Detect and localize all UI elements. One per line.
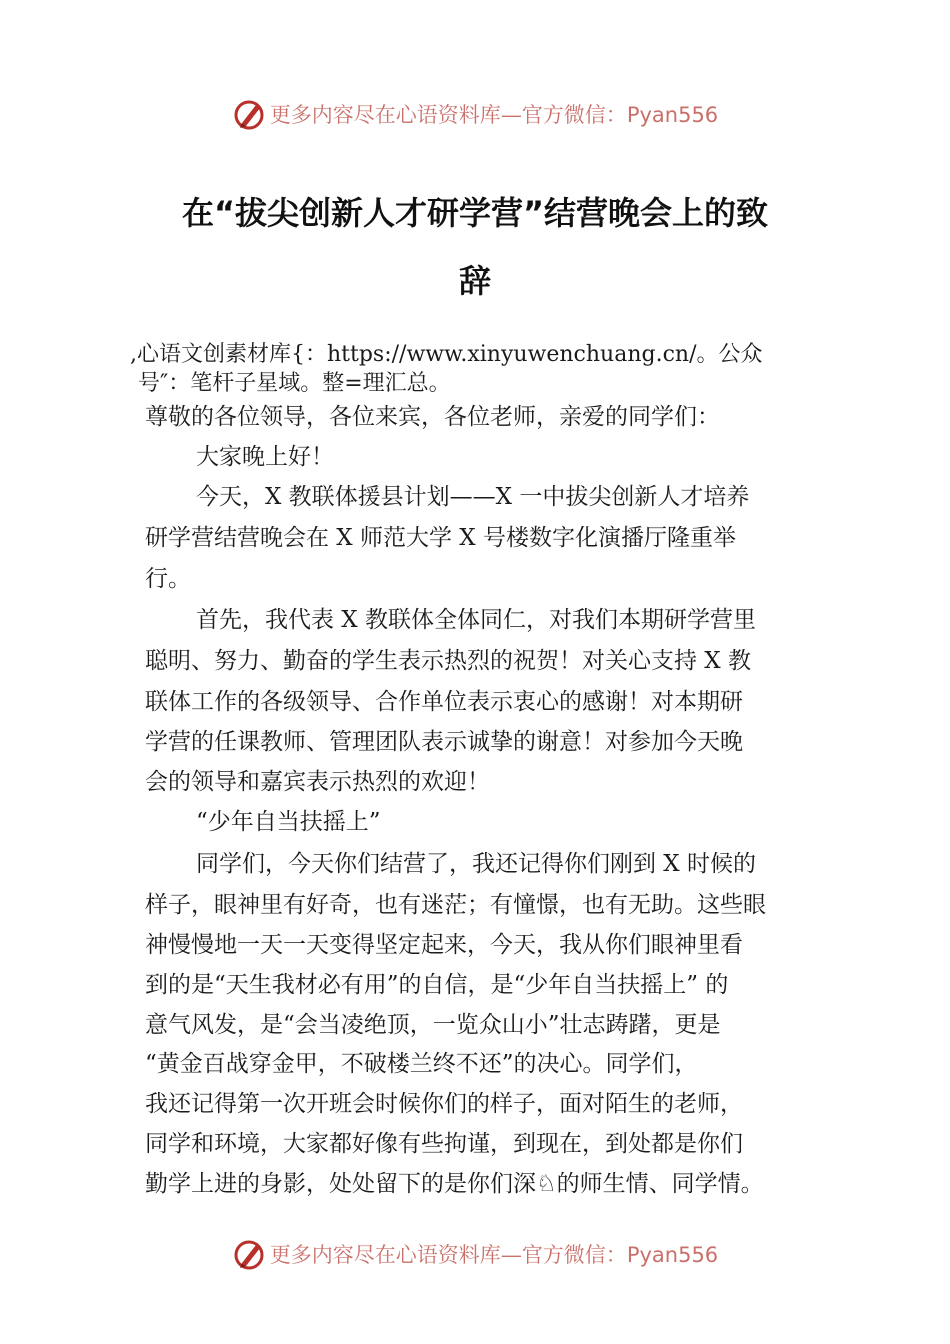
pen-circle-logo-icon: [232, 1237, 266, 1271]
body-line: “黄金百战穿金甲，不破楼兰终不还”的决心。同学们，: [145, 1051, 698, 1077]
body-line: 同学和环境，大家都好像有些拘谨，到现在，到处都是你们: [145, 1131, 743, 1157]
banner-library-text: 更多内容尽在心语资料库: [269, 1243, 501, 1267]
body-line: 意气风发，是“会当凌绝顶，一览众山小”壮志踌躇，更是: [145, 1012, 721, 1038]
body-line: 我还记得第一次开班会时候你们的样子，面对陌生的老师，: [145, 1091, 743, 1117]
section-heading: “少年自当扶摇上”: [196, 809, 381, 835]
body-line: 聪明、努力、勤奋的学生表示热烈的祝贺！对关心支持 X 教: [145, 648, 751, 674]
source-note-line1: ,心语文创素材库{：https://www.xinyuwenchuang.cn/。公众: [130, 342, 763, 367]
body-line: 勤学上进的身影，处处留下的是你们深♘的师生情、同学情。: [145, 1171, 764, 1197]
banner-library-text: 更多内容尽在心语资料库: [269, 103, 501, 127]
header-banner: [0, 94, 950, 134]
body-line: 联体工作的各级领导、合作单位表示衷心的感谢！对本期研: [145, 689, 743, 715]
body-line: 今天，X 教联体援县计划——X 一中拔尖创新人才培养: [196, 484, 750, 510]
body-line: 神慢慢地一天一天变得坚定起来，今天，我从你们眼神里看: [145, 932, 743, 958]
banner-wechat-id: Pyan556: [626, 103, 719, 127]
body-line: 样子，眼神里有好奇，也有迷茫；有憧憬，也有无助。这些眼: [145, 892, 766, 918]
pen-circle-logo-icon: [232, 97, 266, 131]
banner-separator: —: [500, 103, 522, 127]
banner-text: [270, 99, 718, 129]
body-line: 大家晚上好！: [196, 444, 334, 470]
source-note-line2: 号″：笔杆子星域。整=理汇总。: [138, 371, 451, 396]
document-title-line1: 在“拔尖创新人才研学营”结营晚会上的致: [181, 194, 769, 232]
banner-wechat-label: 官方微信：: [521, 103, 627, 127]
banner-wechat-label: 官方微信：: [521, 1243, 627, 1267]
banner-wechat-id: Pyan556: [626, 1243, 719, 1267]
footer-banner: [0, 1234, 950, 1274]
body-line: 研学营结营晚会在 X 师范大学 X 号楼数字化演播厅隆重举: [145, 525, 736, 551]
body-line: 会的领导和嘉宾表示热烈的欢迎！: [145, 769, 490, 795]
body-line: 行。: [145, 566, 191, 592]
document-title-line2: 辞: [458, 262, 491, 300]
banner-text: [270, 1239, 718, 1269]
body-line: 尊敬的各位领导，各位来宾，各位老师，亲爱的同学们：: [145, 404, 720, 430]
body-line: 首先，我代表 X 教联体全体同仁，对我们本期研学营里: [196, 607, 756, 633]
body-line: 学营的任课教师、管理团队表示诚挚的谢意！对参加今天晚: [145, 729, 743, 755]
banner-separator: —: [500, 1243, 522, 1267]
body-line: 到的是“天生我材必有用”的自信，是“少年自当扶摇上” 的: [145, 972, 729, 998]
body-line: 同学们，今天你们结营了，我还记得你们刚到 X 时候的: [196, 851, 756, 877]
